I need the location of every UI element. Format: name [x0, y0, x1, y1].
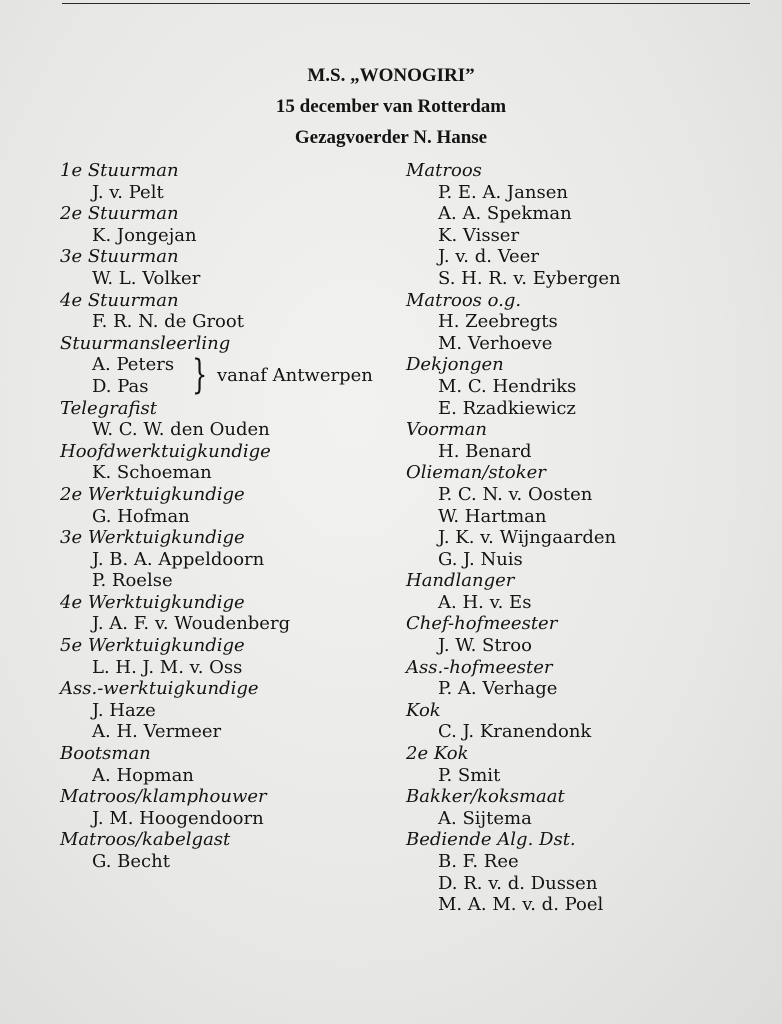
crew-member: P. Smit: [438, 764, 501, 786]
crew-role: Matroos/klamphouwer: [60, 786, 267, 808]
crew-group: [60, 786, 400, 829]
crew-member: J. M. Hoogendoorn: [92, 807, 264, 829]
crew-member: B. F. Ree: [438, 851, 519, 872]
crew-member: A. Peters: [92, 354, 175, 376]
crew-member: E. Rzadkiewicz: [438, 397, 576, 419]
crew-member: J. Haze: [92, 699, 156, 721]
crew-group: [406, 419, 776, 462]
crew-role: Dekjongen: [406, 354, 504, 376]
crew-group: [406, 829, 776, 915]
crew-member: G. Hofman: [92, 505, 190, 527]
crew-role: Bootsman: [60, 743, 151, 765]
crew-member: W. Hartman: [438, 505, 547, 527]
brace-group: [60, 354, 400, 397]
crew-role: 5e Werktuigkundige: [60, 635, 245, 657]
crew-member: J. B. A. Appeldoorn: [92, 548, 265, 570]
crew-group: [60, 743, 400, 786]
crew-role: Ass.-werktuigkundige: [60, 678, 259, 700]
crew-group: [60, 246, 400, 289]
crew-group: [60, 635, 400, 678]
crew-member: W. C. W. den Ouden: [92, 419, 270, 441]
crew-role: 2e Stuurman: [60, 203, 179, 225]
right-brace-icon: }: [192, 352, 208, 399]
crew-member: A. Hopman: [92, 764, 194, 786]
crew-group: [406, 743, 776, 786]
departure-line: 15 december van Rotterdam: [275, 96, 507, 117]
crew-group: [406, 613, 776, 656]
crew-member: M. C. Hendriks: [438, 375, 577, 397]
crew-role: Ass.-hofmeester: [406, 656, 553, 678]
crew-member: P. E. A. Jansen: [438, 181, 568, 203]
crew-role: Kok: [406, 699, 441, 721]
crew-member: D. Pas: [92, 375, 149, 397]
crew-member: D. R. v. d. Dussen: [438, 872, 598, 894]
crew-role: Stuurmansleerling: [60, 332, 231, 354]
crew-member: J. K. v. Wijngaarden: [438, 527, 617, 549]
crew-group: [60, 203, 400, 246]
crew-group: [406, 657, 776, 700]
left-crew-column: [60, 160, 400, 873]
crew-role: 3e Stuurman: [60, 246, 179, 268]
right-crew-column: [406, 160, 776, 916]
crew-role: 2e Kok: [406, 743, 469, 765]
crew-member: J. v. Pelt: [92, 181, 164, 203]
crew-member: M. A. M. v. d. Poel: [438, 894, 604, 916]
crew-group: [60, 829, 400, 872]
crew-role: 2e Werktuigkundige: [60, 483, 245, 505]
crew-member: C. J. Kranendonk: [438, 721, 592, 743]
crew-group: [60, 290, 400, 333]
crew-group: [60, 484, 400, 527]
crew-role: Bediende Alg. Dst.: [406, 829, 576, 851]
crew-member: K. Jongejan: [92, 224, 197, 246]
ship-name: M.S. „WONOGIRI”: [307, 65, 475, 86]
crew-group: [60, 398, 400, 441]
crew-member: J. A. F. v. Woudenberg: [92, 613, 291, 635]
crew-group: [406, 290, 776, 355]
crew-member: P. A. Verhage: [438, 678, 558, 700]
brace-note: vanaf Antwerpen: [217, 365, 373, 387]
top-rule: [62, 3, 750, 4]
crew-group: [406, 462, 776, 570]
crew-group: [60, 160, 400, 203]
crew-member: G. J. Nuis: [438, 548, 523, 570]
crew-role: Telegrafist: [60, 397, 158, 419]
crew-role: Bakker/koksmaat: [406, 786, 565, 808]
crew-member: K. Schoeman: [92, 462, 212, 484]
crew-member: S. H. R. v. Eybergen: [438, 267, 621, 289]
crew-member: W. L. Volker: [92, 267, 201, 289]
crew-role: Handlanger: [406, 570, 515, 592]
crew-member: H. Benard: [438, 440, 532, 462]
crew-role: 4e Stuurman: [60, 289, 179, 311]
crew-role: Olieman/stoker: [406, 462, 546, 484]
crew-role: Hoofdwerktuigkundige: [60, 440, 271, 462]
crew-role: 4e Werktuigkundige: [60, 591, 245, 613]
crew-group: [406, 700, 776, 743]
crew-member: J. v. d. Veer: [438, 246, 539, 268]
crew-member: F. R. N. de Groot: [92, 311, 244, 333]
crew-member: J. W. Stroo: [438, 635, 532, 657]
crew-member: A. H. Vermeer: [92, 721, 222, 743]
crew-group: [60, 527, 400, 592]
crew-role: 3e Werktuigkundige: [60, 527, 245, 549]
crew-member: L. H. J. M. v. Oss: [92, 656, 243, 678]
crew-group: [406, 570, 776, 613]
crew-member: A. Sijtema: [438, 807, 532, 829]
crew-role: Matroos o.g.: [406, 289, 522, 311]
crew-role: Voorman: [406, 419, 488, 441]
crew-role: Chef-hofmeester: [406, 613, 558, 635]
crew-group: [406, 160, 776, 290]
crew-group: [60, 441, 400, 484]
crew-member: P. Roelse: [92, 570, 173, 592]
crew-member: A. H. v. Es: [438, 591, 532, 613]
crew-group: [60, 678, 400, 743]
crew-group: [60, 333, 400, 398]
crew-role: Matroos/kabelgast: [60, 829, 231, 851]
crew-member: M. Verhoeve: [438, 332, 553, 354]
crew-member: P. C. N. v. Oosten: [438, 483, 593, 505]
crew-role: Matroos: [406, 160, 482, 181]
captain-line: Gezagvoerder N. Hanse: [294, 127, 488, 148]
crew-member: A. A. Spekman: [438, 203, 572, 225]
crew-group: [60, 592, 400, 635]
crew-member: G. Becht: [92, 851, 170, 872]
crew-group: [406, 786, 776, 829]
crew-member: H. Zeebregts: [438, 311, 558, 333]
crew-member: K. Visser: [438, 224, 520, 246]
crew-list-header: [0, 60, 782, 153]
crew-role: 1e Stuurman: [60, 160, 179, 181]
crew-group: [406, 354, 776, 419]
